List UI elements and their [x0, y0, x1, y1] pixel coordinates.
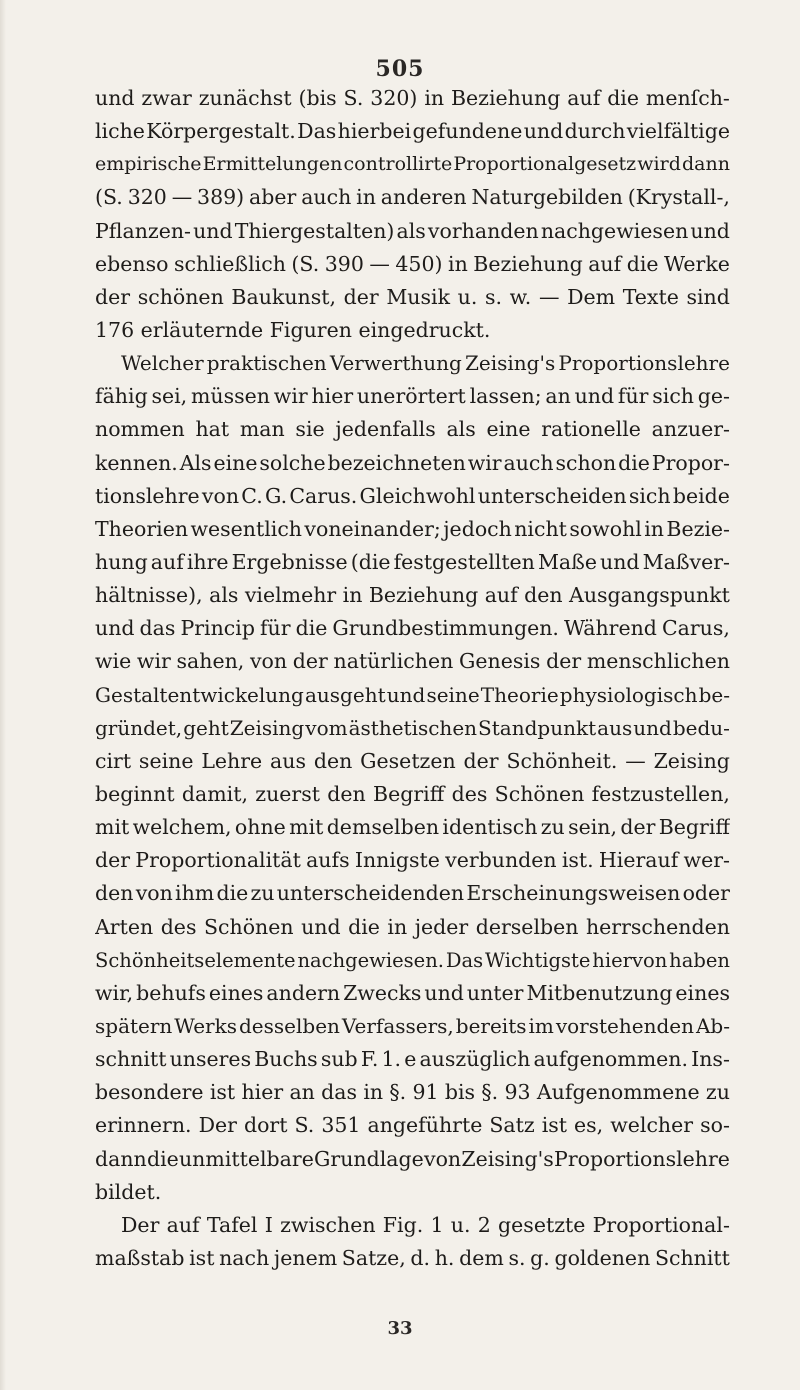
text-line: Arten des Schönen und die in jeder derselben herrschenden [95, 914, 730, 939]
text-line: wie wir sahen, von der natürlichen Genesis der menschlichen [95, 649, 730, 674]
text-line: tionslehre von C. G. Carus. Gleichwohl unterscheiden sich beide [95, 483, 730, 508]
text-line: (S. 320 — 389) aber auch in anderen Naturgebilden (Krystall-, [95, 185, 730, 210]
text-line: maßstab ist nach jenem Satze, d. h. dem s. g. goldenen Schnitt [95, 1245, 730, 1270]
body-text [95, 82, 730, 1275]
text-line: fähig sei, müssen wir hier unerörtert lassen; an und für sich ge- [95, 384, 730, 409]
text-line: Pflanzen- und Thiergestalten) als vorhanden nachgewiesen und [95, 218, 730, 243]
text-line: cirt seine Lehre aus den Gesetzen der Schönheit. — Zeising [95, 748, 730, 773]
text-line: und das Princip für die Grundbestimmungen. Während Carus, [95, 616, 730, 641]
text-line: Gestaltentwickelung ausgeht und seine Theorie physiologisch be- [95, 682, 730, 707]
text-line: hältnisse), als vielmehr in Beziehung auf den Ausgangspunkt [95, 583, 730, 608]
text-line: der Proportionalität aufs Innigste verbunden ist. Hierauf wer- [95, 848, 730, 873]
page-number: 505 [375, 56, 425, 82]
text-line: besondere ist hier an das in §. 91 bis §. 93 Aufgenommene zu [95, 1080, 730, 1105]
text-line: schnitt unseres Buchs sub F. 1. e auszüglich aufgenommen. Ins- [95, 1047, 730, 1072]
signature-mark: 33 [387, 1318, 413, 1339]
text-line: und zwar zunächst (bis S. 320) in Beziehung auf die menſch- [95, 86, 730, 110]
text-line: nommen hat man sie jedenfalls als eine rationelle anzuer- [95, 417, 730, 442]
text-line: kennen. Als eine solche bezeichneten wir auch schon die Propor- [95, 450, 730, 475]
text-line: ebenso schließlich (S. 390 — 450) in Beziehung auf die Werke [95, 251, 730, 276]
text-line: erinnern. Der dort S. 351 angeführte Satz ist es, welcher so- [95, 1113, 730, 1138]
text-line: Theorien wesentlich voneinander; jedoch nicht sowohl in Bezie- [95, 516, 730, 541]
text-line: empirische Ermittelungen controllirte Proportionalgesetz wird dann [95, 153, 730, 176]
text-line: wir, behufs eines andern Zwecks und unter Mitbenutzung eines [95, 980, 730, 1005]
text-line: 176 erläuternde Figuren eingedruckt. [95, 317, 491, 342]
text-line: Schönheitselemente nachgewiesen. Das Wichtigste hiervon haben [95, 948, 730, 972]
text-line: liche Körpergestalt. Das hierbei gefundene und durch vielfältige [95, 119, 730, 144]
text-line: bildet. [95, 1179, 162, 1204]
text-line: mit welchem, ohne mit demselben identisch zu sein, der Begriff [95, 815, 730, 840]
text-line: spätern Werks desselben Verfassers, bereits im vorstehenden Ab- [95, 1013, 730, 1038]
text-line: der schönen Baukunst, der Musik u. s. w. — Dem Texte sind [95, 284, 730, 309]
text-line: Der auf Tafel I zwischen Fig. 1 u. 2 gesetzte Proportional- [121, 1212, 730, 1237]
text-line: den von ihm die zu unterscheidenden Erscheinungsweisen oder [95, 881, 730, 906]
text-line: hung auf ihre Ergebnisse (die festgestellten Maße und Maßver- [95, 549, 730, 574]
text-line: Welcher praktischen Verwerthung Zeising's Proportionslehre [121, 351, 730, 376]
page-edge-shadow [0, 0, 6, 1390]
text-line: beginnt damit, zuerst den Begriff des Schönen festzustellen, [95, 781, 730, 806]
text-line: dann die unmittelbare Grundlage von Zeising's Proportionslehre [95, 1146, 730, 1171]
text-line: gründet, geht Zeising vom ästhetischen Standpunkt aus und bedu- [95, 715, 730, 740]
